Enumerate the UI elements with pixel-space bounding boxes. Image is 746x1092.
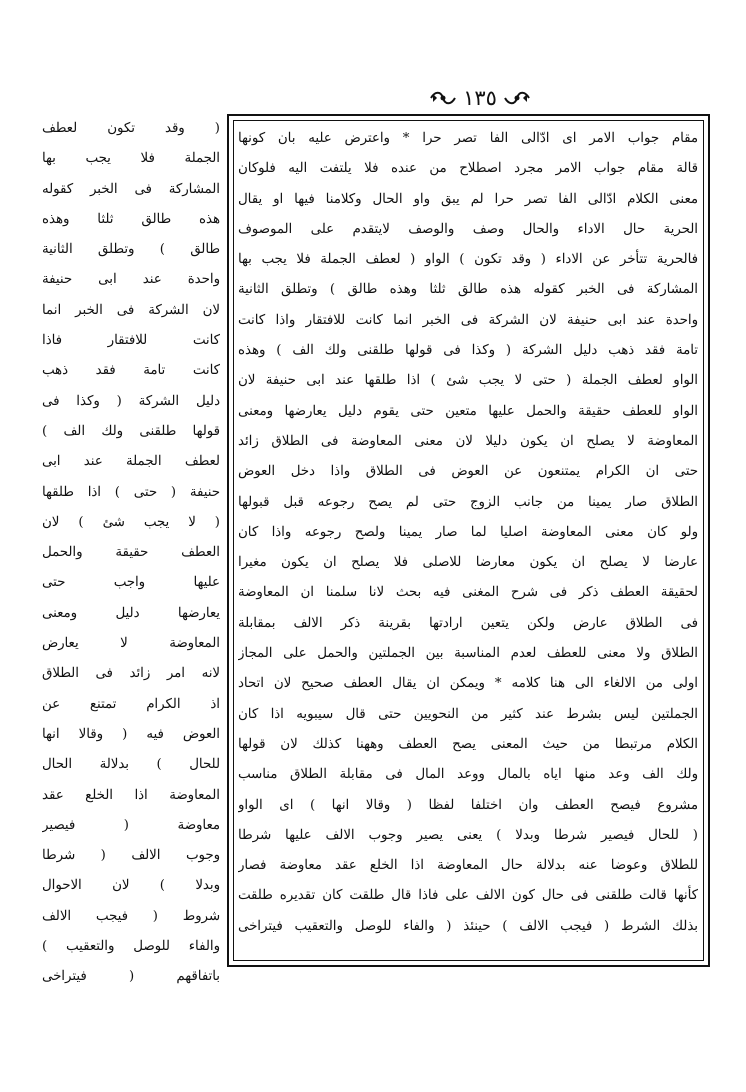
main-text-line: الجملتين ليس بشرط عند كثير من النحويين حتى قال سيبويه اذا كان — [238, 706, 698, 722]
marginal-matn-text — [42, 114, 220, 985]
main-text-line: تامة فقد ذهب دليل الشركة ( وكذا فى قولها طلقنى ولك الف ) وهذه — [238, 343, 698, 359]
main-text-line: الطلاق ولا معنى للعطف لعدم المناسبة بين الجملتين والحمل على المجاز — [238, 646, 698, 662]
side-text-line: والفاء للوصل والتعقيب ) — [42, 939, 220, 955]
side-text-line: وجوب الالف ( شرطا — [42, 848, 220, 864]
side-text-line: المعاوضة لا يعارض — [42, 636, 220, 652]
side-text-line: معاوضة ( فيصير — [42, 817, 220, 833]
side-text-line: ( وقد تكون لعطف — [42, 121, 220, 136]
main-text-line: ولو كان معنى المعاوضة اصليا لما صار يمينا ولصح رجوعه واذا كان — [238, 524, 698, 540]
main-text-line: حتى ان الكرام يمتنعون عن العوض فى الطلاق واذا دخل العوض — [238, 464, 698, 480]
side-text-line: دليل الشركة ( وكذا فى — [42, 393, 220, 409]
side-text-line: المشاركة فى الخبر كقوله — [42, 181, 220, 197]
main-text-line: الحرية حال الاداء والحال وصف والوصف لايتقدم على الموصوف — [238, 221, 698, 237]
main-text-line: قالة مقام جواب الامر مجرد اصطلاح من عنده فلا يلتفت اليه فلوكان — [238, 161, 698, 177]
main-text-line: ( للحال فيصير شرطا وبدلا ) يعنى يصير وجوب الالف عليها شرطا — [238, 827, 698, 843]
main-text-line: فى الطلاق عارض ولكن يتعين ارادتها بقرينة ذكر الالف بمقابلة — [238, 615, 698, 631]
main-text-line: المعاوضة لا يصلح ان يكون دليلا لان معنى المعاوضة فى الطلاق زائد — [238, 433, 698, 449]
side-text-line: العطف حقيقة والحمل — [42, 545, 220, 561]
main-text-line: الواو لعطف الجملة ( حتى لا يجب شئ ) اذا طلقها عند ابى حنيفة لان — [238, 373, 698, 389]
main-text-line: مقام جواب الامر اى ادّالى الفا تصر حرا * واعترض عليه بان كونها — [238, 131, 698, 146]
side-text-line: كانت للافتقار فاذا — [42, 333, 220, 349]
main-text-line: المشاركة فى الخبر كقوله هذه طالق ثلثا وهذه طالق ) وتطلق الثانية — [238, 282, 698, 298]
main-text-line: بذلك الشرط ( فيجب الالف ) حينئذ ( والفاء للوصل والتعقيب فيتراخى — [238, 918, 698, 934]
main-text-line: فالحرية تتأخر عن الاداء ( وقد تكون ) الواو ( لعطف الجملة فلا يجب بها — [238, 252, 698, 268]
side-text-line: لان الشركة فى الخبر انما — [42, 302, 220, 318]
main-text-line: كأنها قالت طلقنى فى حال كون الالف على فاذا قال طلقت كان تقديره طلقت — [238, 888, 698, 904]
side-text-line: شروط ( فيجب الالف — [42, 908, 220, 924]
side-text-line: المعاوضة اذا الخلع عقد — [42, 787, 220, 803]
main-text-line: مشروع فيصح العطف وان اختلفا لفظا ( وقالا انها ) اى الواو — [238, 797, 698, 813]
main-text-line: واحدة عند ابى حنيفة لان الشركة فى الخبر انما كانت للافتقار واذا كانت — [238, 312, 698, 328]
side-text-line: عليها واجب حتى — [42, 575, 220, 591]
side-text-line: لانه امر زائد فى الطلاق — [42, 666, 220, 682]
side-text-line: ( لا يجب شئ ) لان — [42, 514, 220, 530]
side-text-line: للحال ) بدلالة الحال — [42, 757, 220, 773]
main-text-line: الطلاق صار يمينا من جانب الزوج حتى لم يصح رجوعه قبل قبولها — [238, 494, 698, 510]
side-text-line: باتفاقهم ( فيتراخى — [42, 969, 220, 985]
main-text-line: معنى الكلام ادّالى الفا تصر حرا لم يبق واو الحال وكلامنا فيها او يقال — [238, 191, 698, 207]
side-text-line: واحدة عند ابى حنيفة — [42, 272, 220, 288]
main-text-line: الكلام مرتبطا من حيث المعنى يصح العطف وههنا كذلك لان قولها — [238, 736, 698, 752]
side-text-line: هذه طالق ثلثا وهذه — [42, 211, 220, 227]
side-text-line: العوض فيه ( وقالا انها — [42, 726, 220, 742]
page-number: ١٣٥ — [463, 86, 497, 110]
side-text-line: طالق ) وتطلق الثانية — [42, 242, 220, 258]
side-text-line: وبدلا ) لان الاحوال — [42, 878, 220, 894]
main-text-line: ولك الف وعد منها اياه بالمال ووعد المال فى مقابلة الطلاق مناسب — [238, 767, 698, 783]
ornament-left-icon — [503, 89, 531, 107]
side-text-line: حنيفة ( حتى ) اذا طلقها — [42, 484, 220, 500]
side-text-line: الجملة فلا يجب بها — [42, 151, 220, 167]
side-text-line: لعطف الجملة عند ابى — [42, 454, 220, 470]
main-text-line: عارضا لا يصلح ان يكون معارضا للاصلى فلا يصلح ان يكون مغيرا — [238, 555, 698, 571]
ornament-right-icon — [429, 89, 457, 107]
main-text-line: اولى من الالغاء الى هنا كلامه * ويمكن ان يقال العطف صحيح لان اتحاد — [238, 676, 698, 692]
main-text-line: الواو للعطف حقيقة والحمل عليها متعين حتى يقوم دليل يعارضها ومعنى — [238, 403, 698, 419]
page-header — [400, 84, 560, 112]
side-text-line: يعارضها دليل ومعنى — [42, 605, 220, 621]
main-commentary-text — [238, 124, 698, 960]
main-text-line: للطلاق وعوضا عنه بدلالة حال المعاوضة اذا الخلع عقد معاوضة فصار — [238, 858, 698, 874]
side-text-line: اذ الكرام تمتنع عن — [42, 696, 220, 712]
side-text-line: قولها طلقنى ولك الف ) — [42, 423, 220, 439]
side-text-line: كانت تامة فقد ذهب — [42, 363, 220, 379]
main-text-line: لحقيقة العطف ذكر فى شرح المغنى فيه بحث لانا سلمنا ان المعاوضة — [238, 585, 698, 601]
